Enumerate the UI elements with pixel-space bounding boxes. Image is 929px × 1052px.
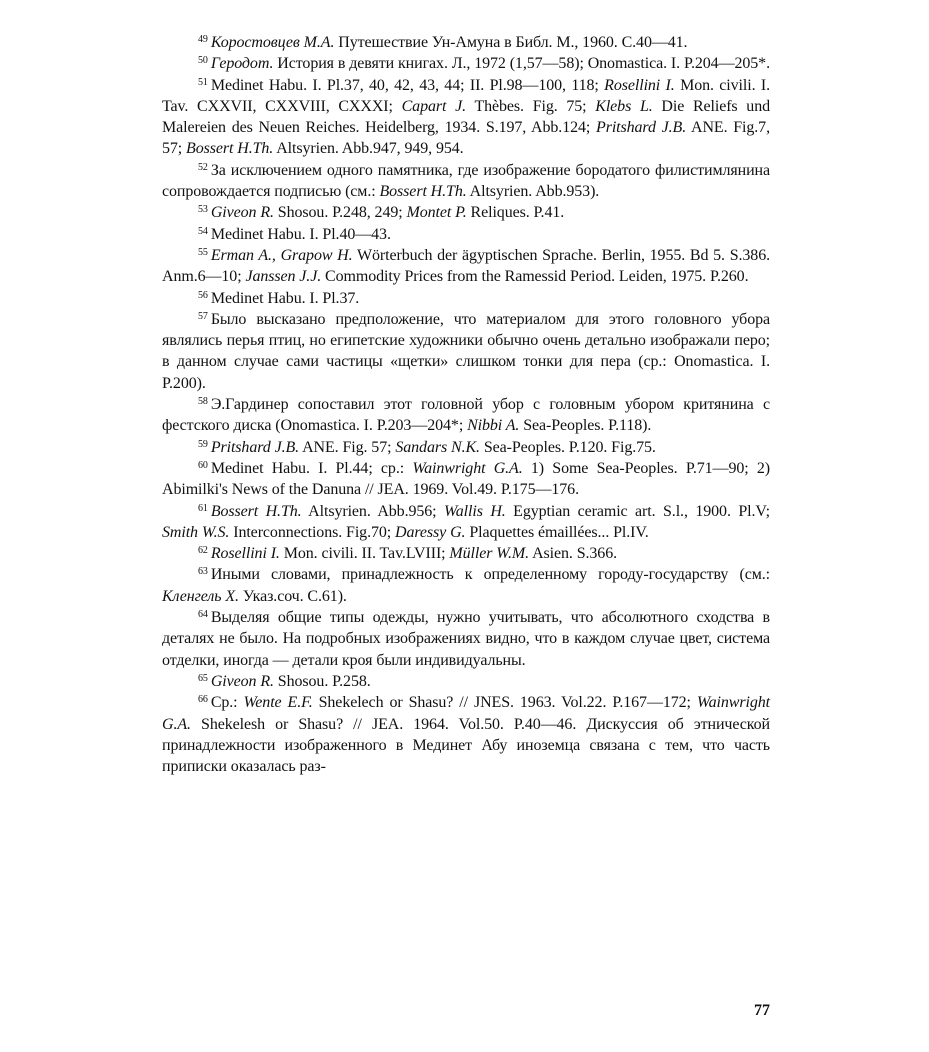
footnote-56 bbox=[162, 288, 770, 309]
footnote-66 bbox=[162, 692, 770, 777]
author-name: Smith W.S. bbox=[162, 523, 230, 541]
author-name: Кленгель Х. bbox=[162, 587, 239, 605]
author-name: Capart J. bbox=[401, 97, 466, 115]
footnote-number: 57 bbox=[198, 310, 208, 322]
footnote-text: За исключением одного памятника, где изображение бородатого филистимлянина сопровождается подписью (см.: bbox=[162, 161, 770, 201]
footnote-50 bbox=[162, 53, 770, 74]
footnote-text: Shosou. P.258. bbox=[273, 672, 371, 690]
footnote-number: 59 bbox=[198, 438, 208, 450]
footnote-text: Mon. civili. I. Tav. CXXVII, CXXVIII, CXXXI; bbox=[162, 76, 771, 115]
author-name: Bossert H.Th. bbox=[210, 502, 302, 520]
footnote-text: Interconnections. Fig.70; bbox=[229, 523, 396, 541]
footnote-text: Ср.: bbox=[210, 694, 244, 712]
footnote-number: 49 bbox=[198, 34, 208, 45]
author-name: Wainwright G.A. bbox=[412, 459, 523, 477]
footnote-text: Sea-Peoples. P.118). bbox=[519, 417, 652, 435]
footnote-text: Было высказано предположение, что материалом для этого головного убора являлись перья птиц, но египетские художники обычно очень детально изображали перо; в данном случае сами частицы «щетки» слишком тонки для пера (ср.: Onomastica. I. P.200). bbox=[162, 310, 770, 392]
footnote-text: Shekelesh or Shasu? // JEA. 1964. Vol.50. P.40—46. Дискуссия об этнической принадлежности изображенного в Мединет Абу иноземца связана с тем, что часть приписки оказалась раз- bbox=[162, 715, 770, 776]
footnote-number: 58 bbox=[198, 396, 208, 408]
author-name: Klebs L. bbox=[595, 97, 653, 115]
author-name: Wainwright G.A. bbox=[162, 694, 770, 733]
footnote-number: 55 bbox=[198, 246, 208, 258]
footnote-51 bbox=[162, 75, 770, 160]
footnote-text: Выделяя общие типы одежды, нужно учитывать, что абсолютного сходства в деталях не было. На подробных изображениях видно, что в каждом случае цвет, система отделки, иногда — детали кроя были индивидуальны. bbox=[162, 609, 770, 669]
author-name: Wente E.F. bbox=[243, 694, 313, 712]
footnote-number: 54 bbox=[198, 225, 208, 237]
footnote-number: 52 bbox=[198, 161, 208, 173]
footnote-65 bbox=[162, 671, 770, 692]
author-name: Daressy G. bbox=[395, 523, 466, 541]
footnote-number: 53 bbox=[198, 204, 208, 216]
author-name: Erman A., Grapow H. bbox=[210, 246, 353, 264]
page-number: 77 bbox=[754, 1002, 770, 1019]
author-name: Pritshard J.B. bbox=[210, 438, 300, 456]
footnote-55 bbox=[162, 245, 770, 288]
footnote-63 bbox=[162, 564, 770, 607]
author-name: Bossert H.Th. bbox=[186, 140, 274, 158]
author-name: Rosellini I. bbox=[210, 545, 280, 563]
footnote-text: Altsyrien. Abb.956; bbox=[301, 502, 445, 520]
footnote-text: Sea-Peoples. P.120. Fig.75. bbox=[479, 438, 656, 456]
footnote-text: Altsyrien. Abb.953). bbox=[466, 183, 600, 201]
footnote-number: 56 bbox=[198, 289, 208, 301]
author-name: Wallis H. bbox=[444, 502, 506, 520]
footnote-54 bbox=[162, 224, 770, 245]
footnote-61 bbox=[162, 501, 770, 544]
footnote-text: Plaquettes émaillées... Pl.IV. bbox=[465, 523, 649, 541]
author-name: Геродот. bbox=[210, 55, 274, 73]
footnote-text: Wörterbuch der ägyptischen Sprache. Berlin, 1955. Bd 5. S.386. Anm.6—10; bbox=[162, 246, 770, 286]
footnote-49 bbox=[162, 32, 770, 53]
footnote-number: 64 bbox=[198, 609, 208, 621]
footnote-58 bbox=[162, 394, 770, 437]
author-name: Sandars N.K. bbox=[395, 438, 480, 456]
footnote-text: Medinet Habu. I. Pl.37. bbox=[210, 289, 360, 307]
footnote-text: Asien. S.366. bbox=[529, 545, 618, 563]
footnote-text: Commodity Prices from the Ramessid Period. Leiden, 1975. P.260. bbox=[321, 268, 749, 286]
footnote-number: 65 bbox=[198, 672, 208, 684]
footnote-text: Э.Гардинер сопоставил этот головной убор с головным убором критянина с фестского диска (Onomastica. I. P.203—204*; bbox=[162, 396, 770, 435]
footnote-text: Thèbes. Fig. 75; bbox=[466, 97, 596, 115]
author-name: Nibbi A. bbox=[467, 417, 520, 435]
footnote-text: Altsyrien. Abb.947, 949, 954. bbox=[273, 140, 464, 158]
author-name: Pritshard J.B. bbox=[596, 119, 687, 137]
footnote-text: Reliques. P.41. bbox=[466, 204, 565, 222]
footnote-number: 50 bbox=[198, 55, 208, 67]
footnote-number: 62 bbox=[198, 545, 208, 557]
footnote-text: Shosou. P.248, 249; bbox=[273, 204, 407, 222]
author-name: Montet P. bbox=[406, 204, 467, 222]
footnote-59 bbox=[162, 437, 770, 458]
footnote-57 bbox=[162, 309, 770, 394]
author-name: Janssen J.J. bbox=[245, 268, 322, 286]
footnote-text: Die Reliefs und Malereien des Neuen Reiches. Heidelberg, 1934. S.197, Abb.124; bbox=[162, 97, 770, 137]
footnote-text: Иными словами, принадлежность к определенному городу-государству (см.: bbox=[210, 566, 770, 584]
footnote-number: 61 bbox=[198, 502, 208, 514]
footnote-text: Shekelech or Shasu? // JNES. 1963. Vol.22. P.167—172; bbox=[312, 694, 697, 712]
footnote-62 bbox=[162, 543, 770, 564]
footnotes-block bbox=[162, 32, 770, 777]
footnote-text: ANE. Fig. 57; bbox=[299, 438, 396, 456]
footnote-text: История в девяти книгах. Л., 1972 (1,57—58); Onomastica. I. P.204—205*. bbox=[273, 55, 770, 73]
footnote-number: 63 bbox=[198, 566, 208, 578]
footnote-number: 51 bbox=[198, 76, 208, 88]
author-name: Rosellini I. bbox=[604, 76, 675, 94]
footnote-52 bbox=[162, 160, 770, 203]
footnote-number: 60 bbox=[198, 459, 208, 471]
author-name: Giveon R. bbox=[210, 672, 274, 690]
footnote-text: Medinet Habu. I. Pl.44; ср.: bbox=[210, 459, 413, 477]
footnote-text: Medinet Habu. I. Pl.40—43. bbox=[210, 225, 391, 243]
author-name: Коростовцев М.А. bbox=[210, 34, 335, 51]
footnote-60 bbox=[162, 458, 770, 501]
author-name: Müller W.M. bbox=[449, 545, 530, 563]
footnote-text: ANE. Fig.7, 57; bbox=[162, 119, 770, 158]
author-name: Giveon R. bbox=[210, 204, 274, 222]
author-name: Bossert H.Th. bbox=[379, 183, 467, 201]
footnote-64 bbox=[162, 607, 770, 671]
footnote-text: Mon. civili. II. Tav.LVIII; bbox=[279, 545, 450, 563]
footnote-number: 66 bbox=[198, 694, 208, 706]
footnote-text: Medinet Habu. I. Pl.37, 40, 42, 43, 44; II. Pl.98—100, 118; bbox=[210, 76, 605, 94]
footnote-text: Указ.соч. С.61). bbox=[238, 587, 347, 605]
footnote-text: Путешествие Ун-Амуна в Библ. М., 1960. С.40—41. bbox=[334, 34, 688, 51]
footnote-text: Egyptian ceramic art. S.l., 1900. Pl.V; bbox=[505, 502, 770, 520]
footnote-text: 1) Some Sea-Peoples. P.71—90; 2) Abimilki's News of the Danuna // JEA. 1969. Vol.49. P.175—176. bbox=[162, 459, 770, 499]
footnote-53 bbox=[162, 202, 770, 223]
